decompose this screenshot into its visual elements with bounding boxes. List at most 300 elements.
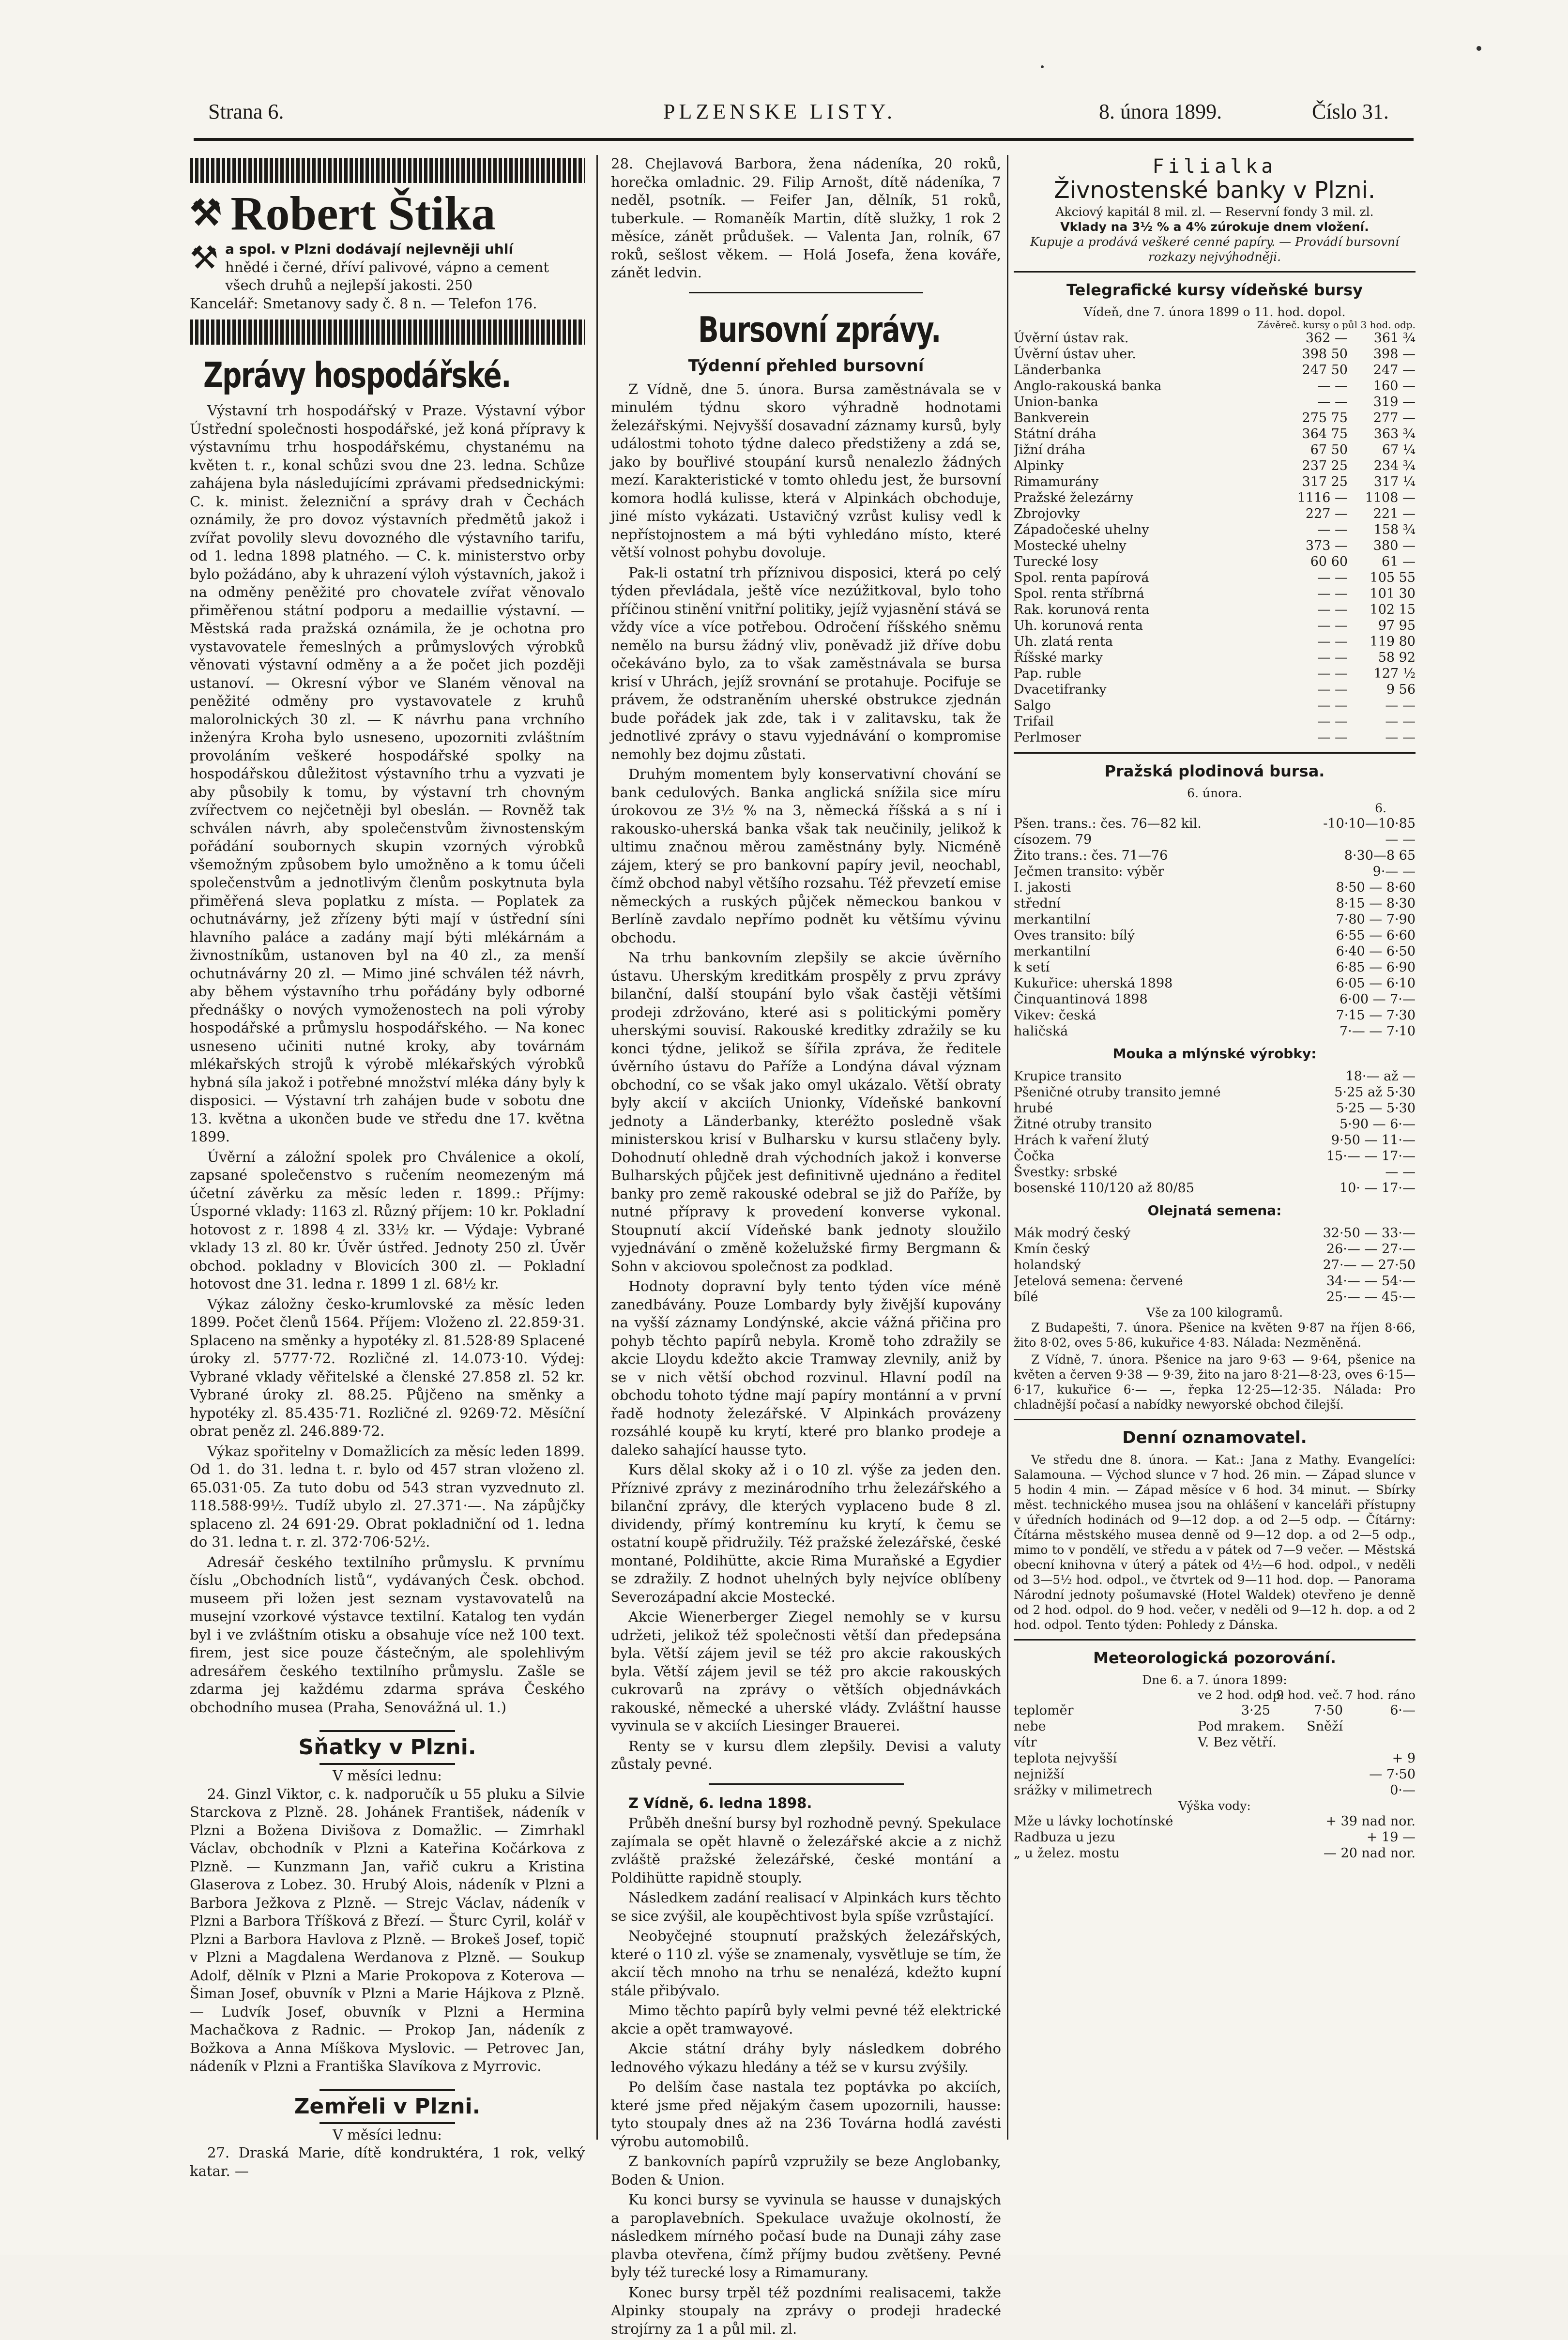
- row-value: 32·50 — 33·—: [1323, 1225, 1416, 1241]
- row-label: Vikev: česká: [1014, 1007, 1096, 1023]
- row-value: 15·— — 17·—: [1326, 1148, 1416, 1164]
- row-label: střední: [1014, 896, 1061, 911]
- hammer-pick-icon: ⚒: [190, 239, 219, 276]
- row-label: Státní dráha: [1014, 426, 1096, 441]
- rate-row: [1014, 474, 1416, 490]
- row-value: 373 —: [1305, 538, 1348, 553]
- flour-table: [1014, 1068, 1416, 1196]
- weather-row: [1014, 1718, 1416, 1734]
- row-value: 101 30: [1370, 586, 1416, 601]
- rate-row: [1014, 410, 1416, 426]
- commodity-row: [1014, 880, 1416, 896]
- table-section-title: Mouka a mlýnské výrobky:: [1112, 1045, 1317, 1062]
- row-label: Anglo-rakouská banka: [1014, 378, 1162, 394]
- row-value: 97 95: [1378, 618, 1416, 633]
- weather-row: [1014, 1734, 1416, 1750]
- article-paragraph: Po delším čase nastala tez poptávka po akciích, které jsme před nějakým časem upozornili, hausse: tyto stoupaly dnes až na 236 Továrna hodlá zavésti výrobu automobilů.: [611, 2079, 1001, 2150]
- section-title: Zprávy hospodářské.: [203, 355, 511, 395]
- row-value: 6·00 — 7·—: [1339, 991, 1416, 1007]
- row-label: hrubé: [1014, 1100, 1053, 1116]
- row-value: — —: [1317, 394, 1348, 410]
- rate-row: [1014, 490, 1416, 506]
- row-value: 60 60: [1310, 554, 1348, 569]
- row-label: Čočka: [1014, 1148, 1055, 1164]
- section-title: Zemřeli v Plzni.: [294, 2094, 481, 2119]
- article-paragraph: Z bankovních papírů vzpružily se beze Anglobanky, Boden & Union.: [611, 2153, 1001, 2188]
- row-label: k setí: [1014, 959, 1050, 975]
- row-value: 160 —: [1373, 378, 1416, 394]
- row-label: merkantilní: [1014, 912, 1091, 927]
- row-value: [1198, 1750, 1270, 1766]
- rate-row: [1014, 682, 1416, 698]
- row-value: 8·50 — 8·60: [1336, 880, 1416, 895]
- water-row: [1014, 1829, 1416, 1845]
- commodity-row: [1014, 959, 1416, 975]
- row-label: Kmín český: [1014, 1241, 1090, 1257]
- row-label: nejnižší: [1014, 1766, 1065, 1782]
- article-paragraph: Neobyčejné stoupnutí pražských železářských, které o 110 zl. výše se znamenaly, vysvětluje se tím, že akcií těch mnoho na trhu se nenalézá, kdežto kupní stále přibývalo.: [611, 1928, 1001, 1999]
- article-paragraph: 27. Draská Marie, dítě kondruktéra, 1 rok, velký katar. —: [190, 2144, 585, 2179]
- table-header: Závěreč. kursy o půl 3 hod. odp.: [1257, 319, 1416, 331]
- marriages-title-block: [190, 1730, 585, 1765]
- commodity-row: [1014, 832, 1416, 848]
- article-paragraph: Na trhu bankovním zlepšily se akcie úvěrního ústavu. Uherským kreditkám prospěly z prvu zprávy bilanční, další stoupání bylo však častěji většími prodeji zdržováno, které asi s politickými poměry uherskými souvisí. Rakouské kreditky zdražily se ku konci týdne, jelikož se šířila zpráva, že ředitele úvěrního ústavu do Paříže a Londýna dával význam obchodní, co se však jako omyl ukázalo. Větší obraty byly akcií v akciích Unionky, Vídeňské bankovní jednoty a Länderbanky, kteréžto posledně však ministerskou krisí v Bulharsku v kursu stlačeny byly. Dohodnutí ohledně drah východních jakož i konverse Bulharských půjček jest definitivně ujednáno a ředitel banky pro země rakouské odebral se již do Paříže, by nutné přípravy k provedení konverse vykonal. Stoupnutí akcií Vídeňské bank jednoty sloužilo vyjednávání o změně koželužské firmy Bergmann & Sohn v akciovou společnost za podklad.: [611, 949, 1001, 1275]
- article-paragraph: Z Budapešti, 7. února. Pšenice na květen 9·87 na říjen 8·66, žito 8·02, oves 5·86, kukuřice 4·83. Nálada: Nezměněná.: [1014, 1320, 1416, 1350]
- row-label: Bankverein: [1014, 410, 1089, 425]
- column-right: [1014, 155, 1416, 1861]
- issue-number: Číslo 31.: [1312, 100, 1389, 123]
- row-label: teplota nejvyšší: [1014, 1750, 1117, 1766]
- row-value: 7·— — 7·10: [1339, 1023, 1416, 1039]
- commodity-row: [1014, 896, 1416, 912]
- table-header: 6.: [1375, 801, 1386, 815]
- row-value: — —: [1317, 602, 1348, 617]
- commodity-row: [1014, 912, 1416, 927]
- row-value: 27·— — 27·50: [1323, 1257, 1416, 1273]
- article-paragraph: Akcie státní dráhy byly následkem dobrého lednového výkazu hledány a též se v kursu zvýšily.: [611, 2040, 1001, 2075]
- decorative-bar: [190, 319, 585, 345]
- divider: [1014, 271, 1416, 273]
- row-value: 6·40 — 6·50: [1336, 943, 1416, 959]
- divider: [1014, 752, 1416, 754]
- row-value: [1198, 1782, 1270, 1798]
- row-value: 5·90 — 6·—: [1339, 1116, 1416, 1132]
- row-label: Rak. korunová renta: [1014, 602, 1150, 617]
- row-label: Alpinky: [1014, 458, 1064, 473]
- row-label: I. jakosti: [1014, 880, 1071, 895]
- row-value: — —: [1317, 650, 1348, 665]
- row-value: 227 —: [1305, 506, 1348, 521]
- row-label: Úvěrní ústav uher.: [1014, 346, 1136, 362]
- row-value: 8·15 — 8·30: [1336, 896, 1416, 911]
- row-label: Turecké losy: [1014, 554, 1098, 569]
- rate-row: [1014, 362, 1416, 378]
- row-value: [1198, 1766, 1270, 1782]
- advert-company: Robert Štika: [230, 186, 496, 240]
- exchange-rates-table: [1014, 330, 1416, 745]
- row-value: [1270, 1734, 1343, 1750]
- row-value: 7·15 — 7·30: [1336, 1007, 1416, 1023]
- article-paragraph: Ku konci bursy se vyvinula se hausse v dunajských a paroplavebních. Spekulace uvažuje okolností, že následkem mírného počasí bude na Dunaji záhy zase plavba otevřena, čímž příjmy budou zvětšeny. Pevné byly též turecké losy a Rimamurany.: [611, 2191, 1001, 2280]
- row-label: Mák modrý český: [1014, 1225, 1131, 1241]
- row-label: Žitné otruby transito: [1014, 1116, 1152, 1132]
- rate-row: [1014, 570, 1416, 586]
- article-paragraph: Následkem zadání realisací v Alpinkách kurs těchto se sice zvýšil, ale koupěchtivost byla spíše vzrůstající.: [611, 1889, 1001, 1924]
- row-value: Pod mrakem.: [1198, 1718, 1285, 1734]
- section-subtitle: V měsíci lednu:: [333, 2126, 442, 2143]
- row-label: Kukuřice: uherská 1898: [1014, 975, 1173, 991]
- row-value: — —: [1385, 832, 1416, 847]
- row-value: 362 —: [1305, 330, 1348, 346]
- commodity-row: [1014, 864, 1416, 880]
- row-value: — —: [1317, 634, 1348, 649]
- row-label: Trifail: [1014, 714, 1054, 729]
- article-paragraph: Výkaz záložny česko-krumlovské za měsíc leden 1899. Počet členů 1564. Příjem: Vloženo zl. 22.859·31. Splaceno na směnky a hypotéky zl. 81.528·89 Splacené úroky zl. 5777·72. Rozličné zl. 14.073·10. Výdej: Vybrané vklady věřitelské a členské 27.858 zl. 52 kr. Vybrané úroky zl. 88.25. Půjčeno na směnky a hypotéky zl. 85.435·71. Rozličné zl. 9269·72. Měsíční obrat peněz zl. 246.889·72.: [190, 1295, 585, 1439]
- section-subtitle: V měsíci lednu:: [333, 1767, 442, 1784]
- section-subtitle: Týdenní přehled bursovní: [688, 356, 924, 376]
- row-label: Salgo: [1014, 698, 1051, 713]
- row-label: Union-banka: [1014, 394, 1098, 410]
- row-value: [1270, 1766, 1343, 1782]
- row-value: 6·55 — 6·60: [1336, 927, 1416, 943]
- advert-body: [190, 240, 585, 295]
- weather-row: [1014, 1782, 1416, 1798]
- article-paragraph: Ve středu dne 8. února. — Kat.: Jana z Mathy. Evangelíci: Salamouna. — Východ slunce v 7 hod. 26 min. — Západ slunce v 5 hodin 4 min. — Západ měsíce v 6 hod. 34 minut. — Sbírky měst. technického musea jsou na ohlášení v kanceláři přístupny v úředních hodinách od 9—12 dop. a od 2—5 odp. — Čítárny: Čítárna městského musea denně od 9—12 dop. a od 2—5 odp., mimo to v pondělí, ve středu a v pátek od 7—9 večer. — Městská obecní knihovna v úterý a pátek od 4½—6 hod. odpol., v neděli od 3—5½ hod. odpol., ve čtvrtek od 9—11 hod. dop. — Panorama Národní jednoty pošumavské (Hotel Waldek) otevřeno je denně od 2 hod. odpol. do 9 hod. večer, v neděli od 9—12 h. dop. a od 2 hod. odpol. Tento týden: Pohledy z Dánska.: [1014, 1452, 1416, 1632]
- row-value: 9·— —: [1372, 864, 1416, 879]
- row-value: 6·05 — 6·10: [1336, 975, 1416, 991]
- row-value: — —: [1317, 714, 1348, 729]
- article-paragraph: Renty se v kursu dlem zlepšily. Devisi a valuty zůstaly pevné.: [611, 1737, 1001, 1772]
- row-value: 363 ¾: [1373, 426, 1416, 441]
- row-label: Radbuza u jezu: [1014, 1829, 1115, 1845]
- column-divider: [596, 155, 598, 2140]
- weather-table: [1014, 1702, 1416, 1798]
- flour-row: [1014, 1116, 1416, 1132]
- row-value: 25·— — 45·—: [1326, 1289, 1416, 1305]
- row-value: 221 —: [1373, 506, 1416, 521]
- bank-deposits: Vklady na 3½ % a 4% zúrokuje dnem vložení.: [1060, 219, 1369, 234]
- row-value: 398 —: [1373, 346, 1416, 362]
- row-value: 158 ¾: [1373, 522, 1416, 537]
- bank-name: Živnostenské banky v Plzni.: [1053, 176, 1376, 204]
- section-title: Meteorologická pozorování.: [1093, 1648, 1336, 1667]
- row-value: — —: [1317, 618, 1348, 633]
- row-label: teploměr: [1014, 1702, 1074, 1718]
- row-label: bílé: [1014, 1289, 1038, 1305]
- row-value: V. Bez větří.: [1198, 1734, 1277, 1750]
- table-header: ve 2 hod. odp. 9 hod. več. 7 hod. ráno: [1198, 1687, 1416, 1702]
- article-paragraph: Druhým momentem byly konservativní chování se bank cedulových. Banka anglická snížila sice míru úrokovou ze 3½ % na 3, německá říšská a s ní i rakousko-uherská banka však tak neučinily, jelikož k ultimu značnou měrou zaměstnány byly. Nicméně zájem, který se pro bankovní papíry jevil, neochabl, čímž obchod nabyl většího rozsahu. Též převzetí emise německých a ruských půjček německou bankou v Berlíně zavdalo nepřímo podnět ku většímu vývinu obchodu.: [611, 766, 1001, 946]
- row-label: Žito trans.: čes. 71—76: [1014, 848, 1168, 863]
- row-label: bosenské 110/120 až 80/85: [1014, 1180, 1195, 1196]
- issue-date: 8. února 1899.: [1099, 100, 1222, 123]
- row-label: Úvěrní ústav rak.: [1014, 330, 1129, 346]
- page-header: [208, 99, 1409, 128]
- row-value: — —: [1385, 698, 1416, 713]
- rate-row: [1014, 522, 1416, 538]
- row-label: merkantilní: [1014, 943, 1091, 959]
- row-label: srážky v milimetrech: [1014, 1782, 1153, 1798]
- rate-row: [1014, 666, 1416, 682]
- row-value: 317 25: [1302, 474, 1348, 489]
- article-paragraph: Z Vídně, 7. února. Pšenice na jaro 9·63 — 9·64, pšenice na květen a červen 9·38 — 9·39, žito na jaro 8·21—8·23, oves 6·15—6·17, kukuřice 6·— —, řepka 12·25—12·35. Nálada: Pro chladnější počasí a nabídky newyorské obchod čilejší.: [1014, 1352, 1416, 1412]
- row-value: 119 80: [1370, 634, 1416, 649]
- row-value: 0·—: [1390, 1782, 1416, 1798]
- row-value: 361 ¾: [1373, 330, 1416, 346]
- row-value: 234 ¾: [1373, 458, 1416, 473]
- article-paragraph: Výkaz spořitelny v Domažlicích za měsíc leden 1899. Od 1. do 31. ledna t. r. bylo od 457 stran vloženo zl. 65.031·05. Za tuto dobu od 543 stran vyzvednuto zl. 118.588·99½. Tudíž ubylo zl. 27.371·—. Na zápůjčky splaceno zl. 24 691·29. Obrat pokladniční od 1. ledna do 31. ledna t. r. zl. 372·706·52½.: [190, 1443, 585, 1550]
- row-label: Uh. korunová renta: [1014, 618, 1143, 633]
- weather-row: [1014, 1750, 1416, 1766]
- rate-row: [1014, 698, 1416, 714]
- advert-headline: [190, 187, 585, 240]
- commodity-row: [1014, 1023, 1416, 1039]
- advert-line: všech druhů a nejlepší jakosti. 250: [225, 277, 473, 293]
- row-value: 67 50: [1310, 442, 1348, 457]
- seed-row: [1014, 1241, 1416, 1257]
- bank-branch-label: Filialka: [1152, 155, 1277, 178]
- article-paragraph: 24. Ginzl Viktor, c. k. nadporučík u 55 pluku a Silvie Starckova z Plzně. 28. Johánek František, nádeník v Plzni a Božena Divišova z Domažlic. — Zimrhakl Václav, obchodník v Plzni a Kateřina Kočárkova z Plzně. — Kunzmann Jan, vařič cukru a Kristina Glaserova z Lobez. 30. Hrubý Alois, nádeník v Plzni a Barbora Ježkova z Plzně. — Strejc Václav, nádeník v Plzni a Barbora Tříšková z Březí. — Šturc Cyril, kolář v Plzni a Barbora Havlova z Plzně. — Brokeš Josef, topič v Plzni a Magdalena Werdanova z Plzně. — Soukup Adolf, dělník v Plzni a Marie Prokopova z Koterova — Šiman Josef, obuvník v Plzni a Marie Hájkova z Plzně. — Ludvík Josef, obuvník v Plzni a Hermina Machačkova z Radnic. — Prokop Jan, nádeník z Božkova a Anna Míškova Myslovic. — Petrovec Jan, nádeník v Plzni a Františka Slavíkova z Myrrovic.: [190, 1785, 585, 2074]
- print-speck: [1477, 46, 1481, 51]
- row-value: -10·10—10·85: [1323, 816, 1416, 831]
- row-value: 18·— až —: [1345, 1068, 1416, 1084]
- row-label: Jižní dráha: [1014, 442, 1086, 457]
- row-value: — —: [1317, 522, 1348, 537]
- section-subtitle: Vídeň, dne 7. února 1899 o 11. hod. dopol.: [1083, 304, 1346, 319]
- row-value: 26·— — 27·—: [1326, 1241, 1416, 1257]
- row-label: Pšen. trans.: čes. 76—82 kil.: [1014, 816, 1202, 831]
- section-title: Denní oznamovatel.: [1122, 1428, 1307, 1447]
- rate-row: [1014, 426, 1416, 442]
- row-value: 67 ¼: [1382, 442, 1416, 457]
- article-dateline: Z Vídně, 6. ledna 1898.: [628, 1794, 812, 1811]
- row-label: Mostecké uhelny: [1014, 538, 1127, 553]
- divider: [1014, 1639, 1416, 1641]
- row-value: [1343, 1734, 1416, 1750]
- divider: [689, 292, 923, 293]
- row-label: Oves transito: bílý: [1014, 927, 1135, 943]
- row-value: — —: [1317, 698, 1348, 713]
- row-value: — 20 nad nor.: [1323, 1845, 1416, 1861]
- row-value: 102 15: [1370, 602, 1416, 617]
- section-title: Bursovní zprávy.: [698, 309, 941, 350]
- row-label: Pšeničné otruby transito jemné: [1014, 1084, 1221, 1100]
- row-value: 8·30—8 65: [1344, 848, 1416, 863]
- weather-row: [1014, 1766, 1416, 1782]
- bank-capital: Akciový kapitál 8 mil. zl. — Reservní fondy 3 mil. zl.: [1055, 204, 1374, 219]
- row-label: Länderbanka: [1014, 362, 1101, 378]
- row-value: 247 50: [1302, 362, 1348, 378]
- rate-row: [1014, 394, 1416, 410]
- row-label: haličská: [1014, 1023, 1068, 1039]
- column-left: [190, 155, 585, 2182]
- row-label: Mže u lávky lochotínské: [1014, 1813, 1173, 1829]
- article-paragraph: Z Vídně, dne 5. února. Bursa zaměstnávala se v minulém týdnu skoro výhradně hodnotami železářskými. Nejvyšší dosavadní záznamy kursů, byly událostmi tohoto týdne daleco předstiženy a zdá se, jako by bouřlivé stoupání kursů nenalezlo žádných mezí. Karakteristické v tomto ohledu jest, že bursovní komora hodlá kulisse, která v Alpinkách obchoduje, jiné místo vykázati. Ustavičný vzrůst kulisy vedl k nepřístojnostem a má býti vyhledáno místo, které větší volnost pohybu dovoluje.: [611, 380, 1001, 561]
- row-label: Spol. renta stříbrná: [1014, 586, 1144, 601]
- newspaper-title: PLZENSKE LISTY.: [663, 100, 896, 123]
- flour-row: [1014, 1148, 1416, 1164]
- commodity-row: [1014, 943, 1416, 959]
- row-value: 275 75: [1302, 410, 1348, 425]
- article-paragraph: Konec bursy trpěl též pozdními realisacemi, takže Alpinky stoupaly na zprávy o prodeji hradecké strojírny za 1 a půl mil. zl.: [611, 2284, 1001, 2337]
- article-paragraph: Mimo těchto papírů byly velmi pevné též elektrické akcie a opět tramwayové.: [611, 2002, 1001, 2037]
- article-paragraph: Adresář českého textilního průmyslu. K prvnímu číslu „Obchodních listů“, vydávaných Česk. obchod. museem při ložen jest seznam vystavovatelů na musejní vzorkové výstavce textilní. Katalog ten vydán byl i ve zvláštním otisku a obsahuje více než 100 text. firem, jest sice pouze částečným, ale spolehlivým adresářem českého textilního průmyslu. Zašle se zdarma jej každému zdarma správa Českého obchodního musea (Praha, Senovážná ul. 1.): [190, 1553, 585, 1716]
- row-label: Zbrojovky: [1014, 506, 1080, 521]
- row-label: Rimamurány: [1014, 474, 1099, 489]
- row-value: 237 25: [1302, 458, 1348, 473]
- advert-line: hnědé i černé, dříví palivové, vápno a cement: [225, 258, 549, 275]
- rate-row: [1014, 618, 1416, 634]
- row-value: 1108 —: [1365, 490, 1416, 505]
- water-row: [1014, 1845, 1416, 1861]
- water-row: [1014, 1813, 1416, 1829]
- advert-line: a spol. v Plzni dodávají nejlevněji uhlí: [225, 241, 514, 257]
- row-value: 9·50 — 11·—: [1331, 1132, 1416, 1148]
- rate-row: [1014, 506, 1416, 522]
- row-value: 1116 —: [1297, 490, 1348, 505]
- row-label: Západočeské uhelny: [1014, 522, 1149, 537]
- flour-row: [1014, 1164, 1416, 1180]
- row-value: 6·85 — 6·90: [1336, 959, 1416, 975]
- commodities-table: [1014, 816, 1416, 1039]
- seed-row: [1014, 1273, 1416, 1289]
- rate-row: [1014, 330, 1416, 346]
- seed-row: [1014, 1257, 1416, 1273]
- section-title: Pražská plodinová bursa.: [1104, 761, 1325, 780]
- row-label: „ u želez. mostu: [1014, 1845, 1120, 1861]
- decorative-bar: [190, 158, 585, 183]
- article-paragraph: Pak-li ostatní trh příznivou disposici, která po celý týden převládala, ještě více nezúžitkoval, bylo toho příčinou stinění vnitřní politiky, jejíž vyjasnění stává se vždy více a více potřebou. Odročení říšského sněmu nemělo na bursu žádný vliv, poněvadž již dříve dobu očekáváno bylo, za to však zaměstnávala se bursa krisí v Uhrách, jejíž srovnání se protahuje. Pocifuje se právem, že odstraněním uherské obstrukce zjednán bude pořádek jak zde, tak i v zalitavsku, tak že jednotlivé zprávy o stavu vyjednávání o kompromise nemohly bez dojmu zůstati.: [611, 564, 1001, 762]
- commodity-row: [1014, 991, 1416, 1007]
- row-value: 7·50: [1313, 1702, 1343, 1718]
- advert-line: Kancelář: Smetanovy sady č. 8 n. — Telefon 176.: [190, 295, 537, 312]
- row-value: — 7·50: [1369, 1766, 1416, 1782]
- row-label: Perlmoser: [1014, 729, 1081, 745]
- row-value: + 9: [1392, 1750, 1416, 1766]
- row-value: 319 —: [1373, 394, 1416, 410]
- row-label: nebe: [1014, 1718, 1046, 1734]
- row-value: 5·25 — 5·30: [1336, 1100, 1416, 1116]
- table-note: Vše za 100 kilogramů.: [1146, 1305, 1283, 1320]
- row-value: 58 92: [1378, 650, 1416, 665]
- row-label: holandský: [1014, 1257, 1081, 1273]
- rate-row: [1014, 346, 1416, 362]
- commodity-row: [1014, 1007, 1416, 1023]
- row-value: — —: [1385, 729, 1416, 745]
- rate-row: [1014, 458, 1416, 474]
- row-value: 6·—: [1390, 1702, 1416, 1718]
- divider: [1014, 1419, 1416, 1420]
- section-subtitle: Dne 6. a 7. února 1899:: [1142, 1672, 1287, 1687]
- row-label: Říšské marky: [1014, 650, 1103, 665]
- commodity-row: [1014, 975, 1416, 991]
- weather-row: [1014, 1702, 1416, 1718]
- commodity-row: [1014, 927, 1416, 943]
- row-value: — —: [1317, 682, 1348, 697]
- rate-row: [1014, 714, 1416, 729]
- commodity-row: [1014, 848, 1416, 864]
- row-value: [1270, 1750, 1343, 1766]
- row-label: Hrách k vaření žlutý: [1014, 1132, 1149, 1148]
- rate-row: [1014, 442, 1416, 458]
- flour-row: [1014, 1084, 1416, 1100]
- article-paragraph: Výstavní trh hospodářský v Praze. Výstavní výbor Ústřední společnosti hospodářské, jež koná přípravy k výstavnímu trhu hospodářskému, chystanému na květen t. r., konal schůzi svou dne 23. ledna. Schůze zahájena byla následujícími zprávami předsednickými: C. k. minist. železniční a správy drah v Čechách oznámily, že pro dovoz výstavních předmětů jakož i zvířat povolily slevu dovozného dle výstavního tarifu, od 1. ledna 1898 platného. — C. k. ministerstvo orby bylo požádáno, aby k uhrazení výloh výstavních, jakož i na odměny peněžité pro chovatele zvířat věnovalo přiměřenou státní podporu a medaillie výstavní. — Městská rada pražská oznámila, že je ochotna pro vystavovatele řemeslných a průmyslových výrobků věnovati výstavní odměny a a že počet jich později ustanoví. — Okresní výbor ve Slaném věnoval na peněžité odměny pro vystavovatele z kruhů malorolnických 30 zl. — K návrhu pana vrchního inženýra Kroha bylo usneseno, upozorniti zvláštním provoláním veškeré hospodářské spolky na hospodářskou důležitost výstavního trhu a vyzvati je aby působily k tomu, by výstavní trh chovným zvířectvem co nejčetněji byl obeslán. — Rovněž tak schválen návrh, aby společenstvům živnostenským pořádání soubornych skupin vzorných výrobků všemožným způsobem bylo umožněno a k tomu účeli společenstvům a jednotlivým členům poskytnuta byla přiměřená sleva poplatku z místa. — Poplatek za ochutnávárny, jež zřízeny býti mají v ústřední síni hlavního paláce a zadány mají býti mlékárnám a živnostníkům, ustanoven byl na 40 zl., za menší ochutnávárny 20 zl. — Mimo jiné schválen též návrh, aby během výstavního trhu pořádány byly odborné přednášky o nových vymoženostech na poli výroby hospodářské a průmyslu hospodářského. — Na konec usneseno učiniti nutné kroky, aby továrnám mlékařských strojů k výrobě mlékařských výrobků hybná síla jakož i potřebné množství mléka dány byly k disposici. — Výstavní trh zahájen bude v sobotu dne 13. května a ukončen bude ve středu dne 17. května 1899.: [190, 402, 585, 1145]
- row-label: Pap. ruble: [1014, 666, 1081, 681]
- row-label: Krupice transito: [1014, 1068, 1122, 1084]
- flour-row: [1014, 1180, 1416, 1196]
- deaths-title-block: [190, 2089, 585, 2124]
- article-paragraph: Úvěrní a záložní spolek pro Chválenice a okolí, zapsané společenstvo s ručením neomezeným má účetní závěrku za měsíc leden r. 1899.: Příjmy: Úsporné vklady: 1163 zl. Různý příjem: 10 kr. Pokladní hotovost z r. 1898 4 zl. 33½ kr. — Výdaje: Vybrané vklady 13 zl. 80 kr. Úvěr ústřed. Jednoty 250 zl. Úvěr obchod. pokladny v Blovicích 300 zl. — Pokladní hotovost dne 31. ledna r. 1899 1 zl. 68½ kr.: [190, 1148, 585, 1292]
- rate-row: [1014, 378, 1416, 394]
- row-label: Švestky: srbské: [1014, 1164, 1117, 1180]
- section-title: Sňatky v Plzni.: [298, 1735, 476, 1760]
- row-value: 398 50: [1302, 346, 1348, 362]
- row-value: 34·— — 54·—: [1326, 1273, 1416, 1289]
- row-label: Jetelová semena: červené: [1014, 1273, 1183, 1289]
- flour-row: [1014, 1100, 1416, 1116]
- section-title: Telegrafické kursy vídeňské bursy: [1066, 280, 1363, 299]
- rate-row: [1014, 554, 1416, 570]
- row-value: 317 ¼: [1373, 474, 1416, 489]
- row-value: + 19 —: [1366, 1829, 1416, 1845]
- seed-row: [1014, 1289, 1416, 1305]
- row-label: Uh. zlatá renta: [1014, 634, 1113, 649]
- header-rule: [194, 138, 1414, 141]
- page-number: Strana 6.: [208, 100, 284, 123]
- row-value: Sněží: [1307, 1718, 1343, 1734]
- column-middle: [611, 155, 1001, 2340]
- rate-row: [1014, 538, 1416, 554]
- row-value: 380 —: [1373, 538, 1416, 553]
- article-paragraph: Akcie Wienerberger Ziegel nemohly se v kursu udržeti, jelikož též společnosti větší dan předepsána byla. Větší zájem jevil se též pro akcie rakouských byla. Větší zájem jevil se též pro akcie rakouských cukrovarů na zprávy o větších objednávkách rakouské, německé a uherské vlády. Zvláštní hausse vyvinula se v akciích Liesinger Brauerei.: [611, 1609, 1001, 1734]
- table-section-title: Výška vody:: [1178, 1798, 1251, 1813]
- row-value: 127 ½: [1373, 666, 1416, 681]
- row-value: 61 —: [1382, 554, 1416, 569]
- divider: [709, 1783, 904, 1785]
- rate-row: [1014, 634, 1416, 650]
- article-paragraph: Průběh dnešní bursy byl rozhodně pevný. Spekulace zajímala se opět hlavně o železářské akcie a z nichž zvláště pražské železářské, české montání a Poldihütte rapidně stouply.: [611, 1815, 1001, 1886]
- row-value: — —: [1385, 714, 1416, 729]
- row-value: — —: [1317, 729, 1348, 745]
- rate-row: [1014, 729, 1416, 745]
- row-value: 9 56: [1386, 682, 1416, 697]
- article-paragraph: 28. Chejlavová Barbora, žena nádeníka, 20 roků, horečka omladnic. 29. Filip Arnošt, dítě nádeníka, 7 neděl, psotník. — Feifer Jan, dělník, 51 roků, tuberkule. — Romaněík Martin, dítě služky, 1 rok 2 měsíce, zánět průdušek. — Valenta Jan, rolník, 67 roků, sešlost věkem. — Holá Josefa, žena kováře, zánět ledvin.: [611, 155, 1001, 281]
- article-paragraph: Hodnoty dopravní byly tento týden více méně zanedbávány. Pouze Lombardy byly živější kupovány na vyšší záznamy Londýnské, akcie vážná přičina pro pohyb těchto papírů nebyla. Kromě toho zdražily se akcie Lloydu kdežto akcie Tramway zlevnily, aniž by se v nich větší obchod rozvinul. Hlavní podíl na obchodu tohoto týdne mají papíry montánní a v první řadě hodnoty železářské. V Alpinkách provázeny rozsáhlé koupě ku krytí, které pro blanko prodeje a daleko sahající hausse tyto.: [611, 1278, 1001, 1458]
- article-paragraph: Kurs dělal skoky až i o 10 zl. výše za jeden den. Příznivé zprávy z mezinárodního trhu železářského a bilanční zprávy, dle kterých vyplaceno bude 8 zl. dividendy, přímý kontremínu ku krytí, k čemu se ostatní koupě přidružily. Též pražské železářské, české montané, Poldihütte, akcie Rima Muraňské a Egydier se zdražily. Z hodnot uhelných byly nejvíce oblíbeny Severozápadní akcie Mostecké.: [611, 1461, 1001, 1605]
- section-subtitle: 6. února.: [1187, 786, 1242, 800]
- row-value: 247 —: [1373, 362, 1416, 378]
- row-value: 364 75: [1302, 426, 1348, 441]
- row-value: 7·80 — 7·90: [1336, 912, 1416, 927]
- row-value: 5·25 až 5·30: [1334, 1084, 1416, 1100]
- row-value: — —: [1317, 666, 1348, 681]
- bank-note: Kupuje a prodává veškeré cenné papíry. — Provádí bursovní rozkazy nejvýhodněji.: [1030, 234, 1400, 264]
- row-value: + 39 nad nor.: [1325, 1813, 1416, 1829]
- flour-row: [1014, 1068, 1416, 1084]
- row-value: — —: [1317, 378, 1348, 394]
- flour-row: [1014, 1132, 1416, 1148]
- seed-row: [1014, 1225, 1416, 1241]
- column-divider: [1007, 155, 1008, 2140]
- row-value: — —: [1317, 586, 1348, 601]
- commodity-row: [1014, 816, 1416, 832]
- seeds-table: [1014, 1225, 1416, 1305]
- row-label: vítr: [1014, 1734, 1037, 1750]
- water-level-table: [1014, 1813, 1416, 1861]
- hammer-pick-icon: ⚒: [190, 194, 222, 233]
- row-label: Dvacetifranky: [1014, 682, 1107, 697]
- table-section-title: Olejnatá semena:: [1147, 1202, 1282, 1218]
